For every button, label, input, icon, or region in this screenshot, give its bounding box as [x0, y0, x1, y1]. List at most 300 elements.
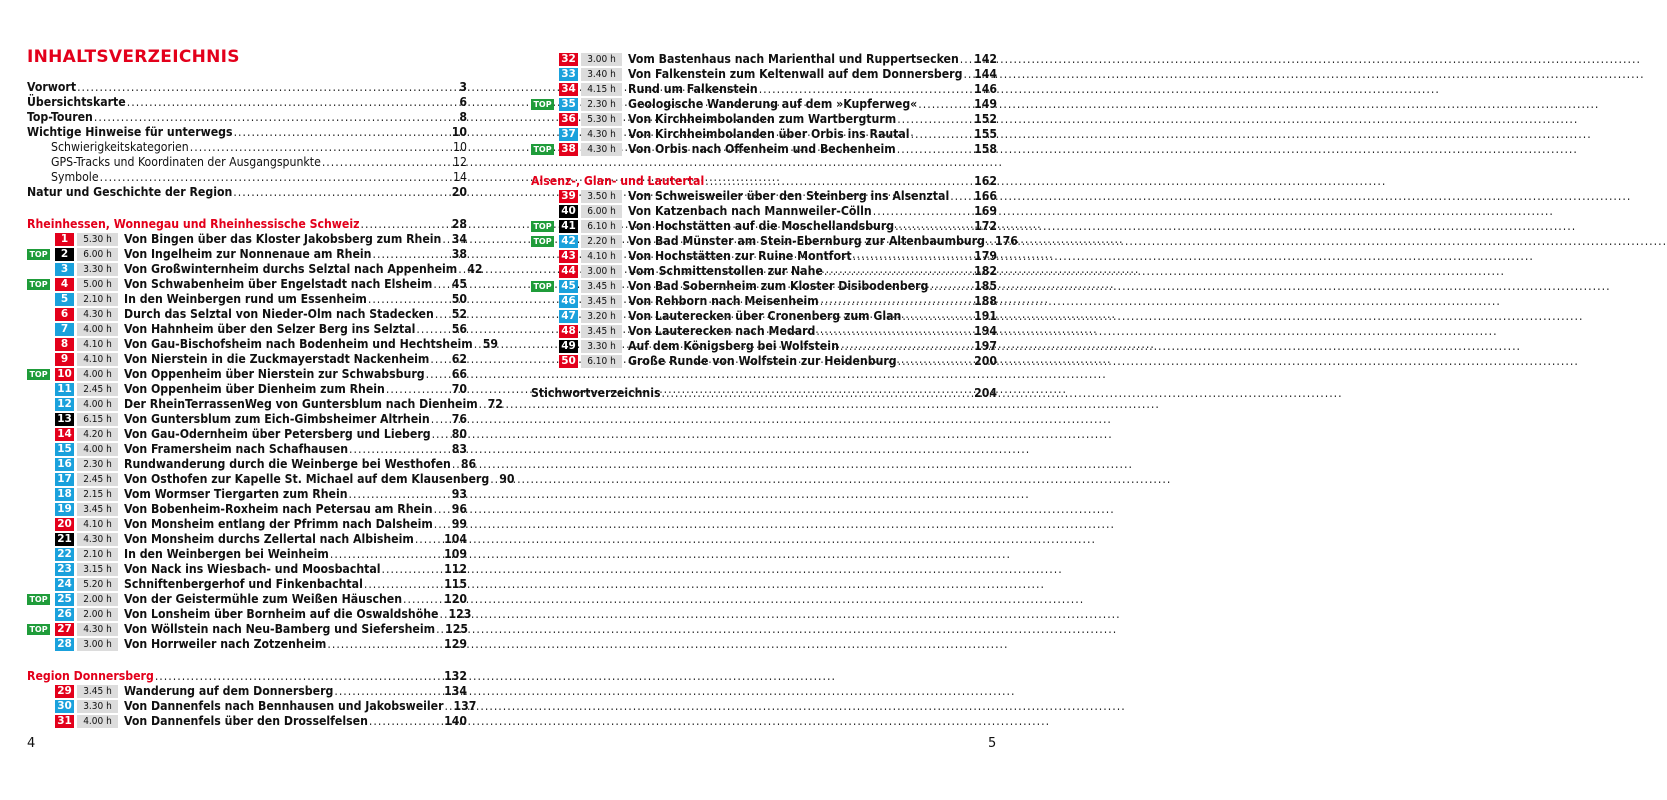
tour-entry[interactable] — [27, 637, 467, 652]
tour-title: Von Framersheim nach Schafhausen — [124, 442, 349, 456]
dot-leader — [433, 277, 450, 292]
tour-duration: 3.30 h — [77, 700, 118, 713]
tour-title: Von Lonsheim über Bornheim auf die Oswaldshöhe — [124, 607, 439, 621]
tour-title: Von Bad Münster am Stein-Ebernburg zur Altenbaumburg — [628, 234, 985, 248]
tour-entry[interactable] — [27, 247, 467, 262]
page-number: 172 — [974, 219, 997, 233]
tour-number-badge: 26 — [55, 608, 74, 621]
tour-entry[interactable] — [27, 607, 472, 622]
left-page — [0, 0, 515, 800]
tour-title: Von Kirchheimbolanden zum Wartbergturm — [628, 112, 897, 126]
tour-number-badge: 29 — [55, 685, 74, 698]
entry-title: Übersichtskarte — [27, 95, 126, 109]
dot-leader — [127, 95, 459, 110]
entry-title: Wichtige Hinweise für unterwegs — [27, 125, 233, 139]
page-number: 14 — [453, 170, 467, 184]
tour-title: Vom Schmittenstollen zur Nahe — [628, 264, 823, 278]
tour-entry[interactable] — [27, 592, 467, 607]
dot-leader — [929, 279, 973, 294]
tour-entry[interactable] — [531, 339, 997, 354]
top-tour-badge: TOP — [27, 369, 50, 380]
tour-number-badge: 43 — [559, 250, 578, 263]
tour-entry[interactable] — [27, 292, 467, 307]
tour-title: Große Runde von Wolfstein zur Heidenburg — [628, 354, 897, 368]
toc-entry[interactable] — [27, 95, 467, 110]
tour-number-badge: 12 — [55, 398, 74, 411]
tour-entry[interactable] — [531, 82, 997, 97]
dot-leader — [155, 669, 443, 684]
tour-title: Von Falkenstein zum Keltenwall auf dem Donnersberg — [628, 67, 963, 81]
tour-number-badge: 48 — [559, 325, 578, 338]
page-number-left: 4 — [27, 736, 36, 751]
tour-entry[interactable] — [27, 487, 467, 502]
entry-title: Rheinhessen, Wonnegau und Rheinhessische Schweiz — [27, 217, 360, 231]
page-number: 149 — [974, 97, 997, 111]
tour-number-badge: 30 — [55, 700, 74, 713]
tour-number-badge: 45 — [559, 280, 578, 293]
page-number: 10 — [453, 140, 467, 154]
dot-leader — [986, 234, 994, 249]
tour-title: Von Monsheim entlang der Pfrimm nach Dalsheim — [124, 517, 433, 531]
tour-entry[interactable] — [531, 142, 997, 157]
tour-entry[interactable] — [531, 309, 997, 324]
page-number: 146 — [974, 82, 997, 96]
dot-leader — [705, 174, 973, 189]
page-number: 99 — [451, 517, 467, 531]
page-number: 134 — [444, 684, 467, 698]
tour-number-badge: 20 — [55, 518, 74, 531]
tour-entry[interactable] — [27, 412, 467, 427]
tour-entry[interactable] — [27, 397, 503, 412]
tour-entry[interactable] — [531, 279, 997, 294]
tour-duration: 4.30 h — [77, 308, 118, 321]
tour-entry[interactable] — [27, 622, 467, 637]
tour-duration: 2.30 h — [77, 458, 118, 471]
tour-title: Von Katzenbach nach Mannweiler-Cölln — [628, 204, 872, 218]
tour-number-badge: 40 — [559, 205, 578, 218]
page-number: 12 — [453, 155, 467, 169]
entry-title: Stichwortverzeichnis — [531, 386, 661, 400]
tour-number-badge: 1 — [55, 233, 74, 246]
tour-entry[interactable] — [27, 277, 467, 292]
top-tour-badge: TOP — [27, 624, 50, 635]
dot-leader — [432, 427, 451, 442]
dot-leader — [840, 339, 973, 354]
tour-duration: 2.45 h — [77, 473, 118, 486]
tour-entry[interactable] — [27, 714, 467, 729]
tour-entry[interactable] — [27, 532, 467, 547]
dot-leader — [327, 637, 443, 652]
tour-number-badge: 38 — [559, 143, 578, 156]
tour-title: Der RheinTerrassenWeg von Guntersblum nach Dienheim — [124, 397, 478, 411]
toc-left-column — [27, 80, 515, 729]
tour-title: Auf dem Königsberg bei Wolfstein — [628, 339, 839, 353]
tour-number-badge: 16 — [55, 458, 74, 471]
toc-entry[interactable] — [27, 170, 467, 185]
tour-number-badge: 44 — [559, 265, 578, 278]
tour-number-badge: 18 — [55, 488, 74, 501]
dot-leader — [458, 262, 466, 277]
tour-number-badge: 15 — [55, 443, 74, 456]
page-number: 59 — [482, 337, 498, 351]
page-number-right: 5 — [988, 736, 997, 751]
dot-leader — [902, 309, 973, 324]
dot-leader — [426, 367, 451, 382]
page-number: 169 — [974, 204, 997, 218]
tour-number-badge: 47 — [559, 310, 578, 323]
tour-duration: 4.10 h — [77, 353, 118, 366]
page-number: 50 — [451, 292, 467, 306]
tour-duration: 2.00 h — [77, 608, 118, 621]
page-number: 155 — [974, 127, 997, 141]
dot-leader — [479, 397, 487, 412]
tour-title: Von Lauterecken über Cronenberg zum Glan — [628, 309, 902, 323]
page-number: 20 — [451, 185, 467, 199]
tour-entry[interactable] — [27, 699, 477, 714]
tour-number-badge: 21 — [55, 533, 74, 546]
dot-leader — [431, 412, 451, 427]
tour-number-badge: 49 — [559, 340, 578, 353]
entry-title: Natur und Geschichte der Region — [27, 185, 233, 199]
page-title: INHALTSVERZEICHNIS — [27, 47, 240, 67]
tour-duration: 3.40 h — [581, 68, 622, 81]
dot-leader — [452, 457, 460, 472]
tour-duration: 6.10 h — [581, 355, 622, 368]
dot-leader — [963, 67, 973, 82]
tour-title: Von Osthofen zur Kapelle St. Michael auf dem Klausenberg — [124, 472, 490, 486]
dot-leader — [824, 264, 973, 279]
top-tour-badge: TOP — [531, 144, 554, 155]
toc-entry[interactable] — [27, 80, 467, 95]
tour-title: In den Weinbergen rund um Essenheim — [124, 292, 367, 306]
tour-number-badge: 36 — [559, 113, 578, 126]
tour-duration: 2.30 h — [581, 98, 622, 111]
tour-duration: 6.00 h — [581, 205, 622, 218]
region-heading[interactable] — [531, 174, 997, 189]
dot-leader — [918, 97, 973, 112]
tour-duration: 3.50 h — [581, 190, 622, 203]
tour-duration: 5.30 h — [77, 233, 118, 246]
dot-leader — [364, 577, 443, 592]
tour-entry[interactable] — [531, 189, 997, 204]
tour-number-badge: 11 — [55, 383, 74, 396]
tour-entry[interactable] — [531, 52, 997, 67]
tour-title: Geologische Wanderung auf dem »Kupferweg« — [628, 97, 918, 111]
top-tour-badge: TOP — [27, 594, 50, 605]
tour-duration: 2.10 h — [77, 293, 118, 306]
tour-number-badge: 31 — [55, 715, 74, 728]
page-number: 80 — [451, 427, 467, 441]
dot-leader — [873, 204, 973, 219]
dot-leader — [442, 232, 450, 247]
dot-leader — [434, 502, 451, 517]
dot-leader — [372, 247, 450, 262]
page-number: 76 — [451, 412, 467, 426]
tour-title: Von Rehborn nach Meisenheim — [628, 294, 819, 308]
page-number: 140 — [444, 714, 467, 728]
tour-entry[interactable] — [27, 307, 467, 322]
entry-title: Alsenz-, Glan- und Lautertal — [531, 174, 705, 188]
tour-duration: 3.45 h — [581, 325, 622, 338]
tour-duration: 4.10 h — [581, 250, 622, 263]
page-number: 90 — [499, 472, 515, 486]
tour-title: Von Schweisweiler über den Steinberg ins Alsenztal — [628, 189, 950, 203]
tour-title: Vom Bastenhaus nach Marienthal und Ruppertsecken — [628, 52, 959, 66]
tour-title: Von der Geistermühle zum Weißen Häuschen — [124, 592, 403, 606]
tour-number-badge: 41 — [559, 220, 578, 233]
tour-title: Von Nierstein in die Zuckmayerstadt Nackenheim — [124, 352, 430, 366]
page-number: 86 — [460, 457, 477, 471]
tour-title: Von Kirchheimbolanden über Orbis ins Rautal — [628, 127, 910, 141]
tour-title: Von Orbis nach Offenheim und Bechenheim — [628, 142, 896, 156]
tour-title: Rundwanderung durch die Weinberge bei Westhofen — [124, 457, 451, 471]
tour-duration: 3.30 h — [581, 340, 622, 353]
dot-leader — [950, 189, 973, 204]
toc-entry[interactable] — [27, 140, 467, 155]
dot-leader — [853, 249, 973, 264]
page-number: 137 — [453, 699, 477, 713]
tour-number-badge: 19 — [55, 503, 74, 516]
tour-entry[interactable] — [531, 219, 997, 234]
toc-entry[interactable] — [27, 110, 467, 125]
tour-number-badge: 27 — [55, 623, 74, 636]
dot-leader — [661, 386, 973, 401]
dot-leader — [233, 185, 450, 200]
dot-leader — [816, 324, 973, 339]
tour-title: Von Nack ins Wiesbach- und Moosbachtal — [124, 562, 381, 576]
tour-title: Von Bingen über das Kloster Jakobsberg zum Rhein — [124, 232, 442, 246]
page-number: 104 — [444, 532, 467, 546]
dot-leader — [349, 442, 451, 457]
region-heading[interactable] — [27, 217, 467, 232]
tour-duration: 4.00 h — [77, 715, 118, 728]
tour-duration: 2.20 h — [581, 235, 622, 248]
dot-leader — [330, 547, 443, 562]
tour-entry[interactable] — [27, 367, 467, 382]
page-number: 115 — [444, 577, 467, 591]
page-number: 83 — [451, 442, 467, 456]
dot-leader — [897, 142, 973, 157]
tour-entry[interactable] — [27, 577, 467, 592]
dot-leader — [94, 110, 458, 125]
tour-entry[interactable] — [531, 249, 997, 264]
tour-entry[interactable] — [531, 112, 997, 127]
tour-entry[interactable] — [27, 322, 467, 337]
tour-number-badge: 28 — [55, 638, 74, 651]
tour-entry[interactable] — [531, 127, 997, 142]
top-tour-badge: TOP — [531, 236, 554, 247]
tour-entry[interactable] — [531, 97, 997, 112]
dot-leader — [386, 382, 451, 397]
tour-number-badge: 33 — [559, 68, 578, 81]
tour-number-badge: 14 — [55, 428, 74, 441]
tour-duration: 4.10 h — [77, 338, 118, 351]
region-heading[interactable] — [27, 669, 467, 684]
tour-duration: 3.20 h — [581, 310, 622, 323]
tour-duration: 6.15 h — [77, 413, 118, 426]
tour-number-badge: 39 — [559, 190, 578, 203]
tour-entry[interactable] — [27, 442, 467, 457]
toc-entry[interactable] — [27, 185, 467, 200]
tour-duration: 4.00 h — [77, 323, 118, 336]
tour-entry[interactable] — [27, 457, 477, 472]
tour-title: Vom Wormser Tiergarten zum Rhein — [124, 487, 348, 501]
dot-leader — [434, 517, 451, 532]
tour-duration: 3.45 h — [581, 295, 622, 308]
dot-leader — [368, 292, 451, 307]
tour-number-badge: 37 — [559, 128, 578, 141]
page-number: 179 — [974, 249, 997, 263]
entry-title: Region Donnersberg — [27, 669, 154, 683]
tour-title: Von Ingelheim zur Nonnenaue am Rhein — [124, 247, 372, 261]
tour-number-badge: 13 — [55, 413, 74, 426]
tour-duration: 3.00 h — [581, 53, 622, 66]
tour-title: Von Wöllstein nach Neu-Bamberg und Siefersheim — [124, 622, 436, 636]
dot-leader — [445, 699, 453, 714]
tour-number-badge: 5 — [55, 293, 74, 306]
tour-duration: 4.15 h — [581, 83, 622, 96]
tour-number-badge: 8 — [55, 338, 74, 351]
page-number: 52 — [451, 307, 467, 321]
page-number: 120 — [444, 592, 467, 606]
tour-duration: 2.00 h — [77, 593, 118, 606]
tour-duration: 6.10 h — [581, 220, 622, 233]
page-number: 42 — [467, 262, 483, 276]
tour-number-badge: 42 — [559, 235, 578, 248]
page-number: 191 — [974, 309, 997, 323]
tour-duration: 3.45 h — [581, 280, 622, 293]
tour-duration: 4.20 h — [77, 428, 118, 441]
dot-leader — [334, 684, 443, 699]
page-number: 200 — [974, 354, 997, 368]
tour-title: Von Dannenfels über den Drosselfelsen — [124, 714, 368, 728]
toc-entry[interactable] — [27, 125, 467, 140]
top-tour-badge: TOP — [27, 279, 50, 290]
tour-duration: 5.20 h — [77, 578, 118, 591]
page-number: 96 — [451, 502, 467, 516]
tour-duration: 4.00 h — [77, 368, 118, 381]
page-number: 204 — [974, 386, 997, 400]
top-tour-badge: TOP — [531, 221, 554, 232]
dot-leader — [898, 354, 973, 369]
dot-leader — [436, 622, 444, 637]
page-number: 197 — [974, 339, 997, 353]
tour-title: Von Dannenfels nach Bennhausen und Jakobsweiler — [124, 699, 444, 713]
tour-entry[interactable] — [531, 204, 997, 219]
tour-number-badge: 3 — [55, 263, 74, 276]
tour-duration: 6.00 h — [77, 248, 118, 261]
page-number: 38 — [451, 247, 467, 261]
page-number: 123 — [448, 607, 472, 621]
tour-entry[interactable] — [27, 547, 467, 562]
page-number: 182 — [974, 264, 997, 278]
tour-entry[interactable] — [531, 294, 997, 309]
tour-entry[interactable] — [27, 382, 467, 397]
tour-number-badge: 23 — [55, 563, 74, 576]
tour-duration: 4.30 h — [581, 143, 622, 156]
tour-title: Schniftenbergerhof und Finkenbachtal — [124, 577, 363, 591]
tour-title: Von Lauterecken nach Medard — [628, 324, 816, 338]
tour-number-badge: 22 — [55, 548, 74, 561]
tour-number-badge: 35 — [559, 98, 578, 111]
tour-entry[interactable] — [27, 262, 483, 277]
page-number: 125 — [445, 622, 468, 636]
page-number: 34 — [451, 232, 467, 246]
dot-leader — [759, 82, 973, 97]
dot-leader — [960, 52, 973, 67]
page-number: 188 — [974, 294, 997, 308]
page-number: 166 — [974, 189, 997, 203]
dot-leader — [360, 217, 450, 232]
tour-entry[interactable] — [531, 354, 997, 369]
tour-number-badge: 50 — [559, 355, 578, 368]
index-entry[interactable] — [531, 386, 997, 401]
tour-duration: 3.00 h — [77, 638, 118, 651]
tour-entry[interactable] — [27, 352, 467, 367]
dot-leader — [190, 140, 452, 155]
tour-entry[interactable] — [27, 502, 467, 517]
tour-number-badge: 6 — [55, 308, 74, 321]
tour-entry[interactable] — [531, 324, 997, 339]
dot-leader — [897, 112, 973, 127]
tour-duration: 2.15 h — [77, 488, 118, 501]
dot-leader — [490, 472, 498, 487]
top-tour-badge: TOP — [531, 99, 554, 110]
entry-title: Vorwort — [27, 80, 77, 94]
tour-entry[interactable] — [27, 517, 467, 532]
tour-title: Von Hochstätten auf die Moschellandsburg — [628, 219, 895, 233]
page-number: 142 — [974, 52, 997, 66]
page-number: 109 — [444, 547, 467, 561]
tour-title: Von Bobenheim-Roxheim nach Petersau am Rhein — [124, 502, 433, 516]
page-number: 112 — [444, 562, 467, 576]
dot-leader — [474, 337, 482, 352]
tour-entry[interactable] — [531, 264, 997, 279]
dot-leader — [415, 532, 443, 547]
dot-leader — [100, 170, 452, 185]
tour-duration: 4.30 h — [77, 623, 118, 636]
tour-duration: 2.10 h — [77, 548, 118, 561]
tour-duration: 4.10 h — [77, 518, 118, 531]
tour-duration: 4.00 h — [77, 398, 118, 411]
tour-title: Durch das Selztal von Nieder-Olm nach Stadecken — [124, 307, 434, 321]
tour-entry[interactable] — [531, 234, 1018, 249]
tour-entry[interactable] — [531, 67, 997, 82]
right-page — [500, 0, 1018, 800]
tour-entry[interactable] — [27, 562, 467, 577]
entry-title: Top-Touren — [27, 110, 93, 124]
tour-title: Von Bad Sobernheim zum Kloster Disibodenberg — [628, 279, 929, 293]
tour-entry[interactable] — [27, 472, 515, 487]
dot-leader — [322, 155, 452, 170]
tour-entry[interactable] — [27, 337, 498, 352]
tour-title: In den Weinbergen bei Weinheim — [124, 547, 329, 561]
tour-title: Wanderung auf dem Donnersberg — [124, 684, 334, 698]
dot-leader — [435, 307, 451, 322]
page-number: 185 — [974, 279, 997, 293]
page-number: 162 — [974, 174, 997, 188]
dot-leader — [895, 219, 973, 234]
tour-entry[interactable] — [27, 427, 467, 442]
tour-number-badge: 17 — [55, 473, 74, 486]
page-number: 144 — [974, 67, 997, 81]
tour-number-badge: 34 — [559, 83, 578, 96]
tour-duration: 3.00 h — [581, 265, 622, 278]
tour-entry[interactable] — [27, 684, 467, 699]
toc-entry[interactable] — [27, 155, 467, 170]
tour-entry[interactable] — [27, 232, 467, 247]
tour-title: Von Guntersblum zum Eich-Gimbsheimer Altrhein — [124, 412, 430, 426]
